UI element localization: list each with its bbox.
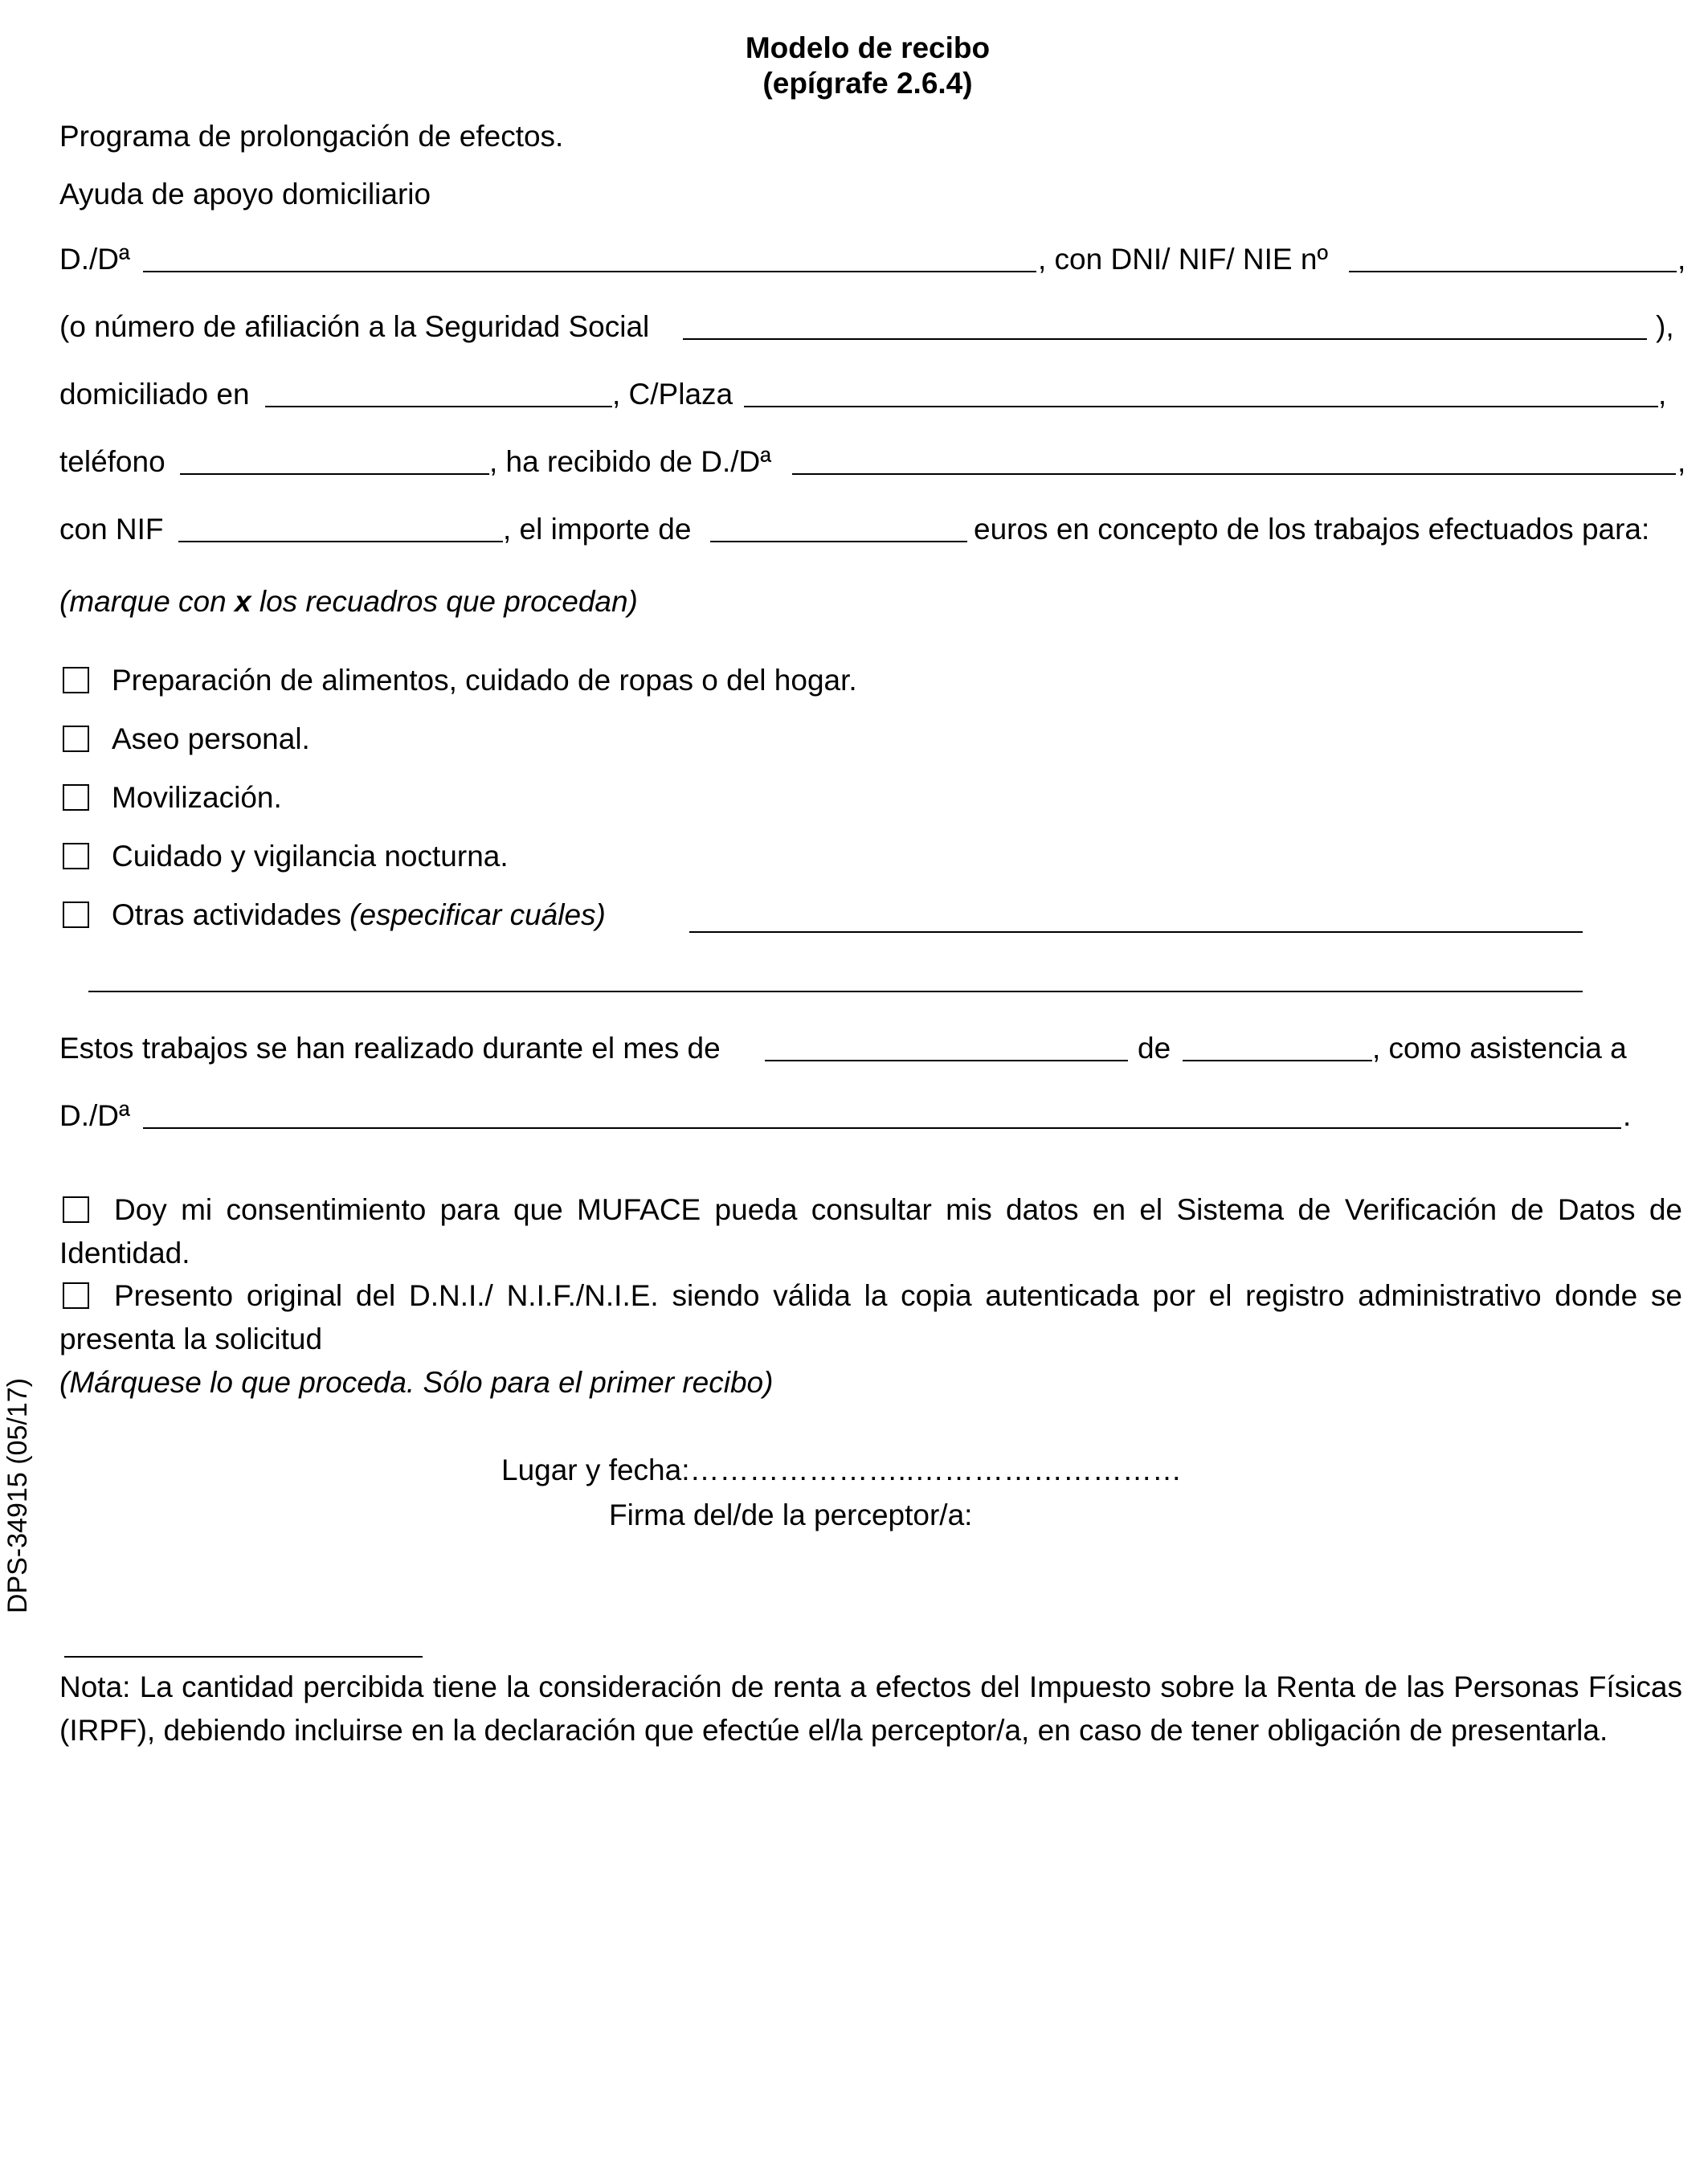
domicile-field[interactable] <box>265 406 612 407</box>
document-title: Modelo de recibo <box>745 31 991 64</box>
consent-text: Doy mi consentimiento para que MUFACE pueda consultar mis datos en el Sistema de Verificación de Datos de Identidad. <box>59 1193 1682 1269</box>
assistance-label: , como asistencia a <box>1372 1032 1627 1065</box>
other-activities-field-continued[interactable] <box>88 991 1583 992</box>
footnote-text: Nota: La cantidad percibida tiene la consideración de renta a efectos del Impuesto sobre la Renta de las Personas Físicas (IRPF), debiendo incluirse en la declaración que efectúe el/la perceptor/a, en caso de tener obligación de presentarla. <box>59 1670 1682 1747</box>
field-row-address <box>59 377 1690 412</box>
assisted-person-field[interactable] <box>143 1127 1621 1129</box>
checkbox-label-food-prep: Preparación de alimentos, cuidado de ropas o del hogar. <box>112 664 857 697</box>
footnote-separator <box>64 1656 423 1658</box>
dni-label: , con DNI/ NIF/ NIE nº <box>1038 243 1328 276</box>
street-label: , C/Plaza <box>612 378 733 411</box>
assisted-person-row <box>59 1098 1690 1134</box>
name-label: D./Dª <box>59 243 130 276</box>
field-row-amount <box>59 512 1690 547</box>
row2-close: ), <box>1656 310 1674 343</box>
year-field[interactable] <box>1183 1060 1372 1061</box>
first-receipt-note: (Márquese lo que proceda. Sólo para el primer recibo) <box>59 1366 774 1399</box>
aid-text: Ayuda de apoyo domiciliario <box>59 178 431 211</box>
checkbox-food-prep[interactable] <box>63 667 89 693</box>
amount-label: , el importe de <box>503 513 692 546</box>
row1-comma: , <box>1677 243 1686 276</box>
checkbox-label-other-activities: Otras actividades (especificar cuáles) <box>112 898 606 931</box>
checkbox-label-mobilization: Movilización. <box>112 781 282 814</box>
amount-field[interactable] <box>710 541 967 542</box>
payer-name-field[interactable] <box>792 473 1676 475</box>
assisted-person-period: . <box>1623 1099 1632 1132</box>
phone-label: teléfono <box>59 445 165 478</box>
checkbox-night-care[interactable] <box>63 843 89 869</box>
concept-label: euros en concepto de los trabajos efectuados para: <box>974 513 1650 546</box>
row3-comma: , <box>1658 378 1667 411</box>
checkbox-label-personal-hygiene: Aseo personal. <box>112 722 310 755</box>
received-from-label: , ha recibido de D./Dª <box>489 445 771 478</box>
row4-comma: , <box>1677 445 1686 478</box>
period-de-label: de <box>1138 1032 1171 1065</box>
form-code: DPS-34915 (05/17) <box>2 1378 33 1613</box>
checkbox-label-night-care: Cuidado y vigilancia nocturna. <box>112 840 509 873</box>
field-row-phone <box>59 444 1690 480</box>
dni-field[interactable] <box>1349 271 1677 272</box>
period-row <box>59 1031 1690 1066</box>
social-security-label: (o número de afiliación a la Seguridad Social <box>59 310 650 343</box>
checkbox-other-activities[interactable] <box>63 902 89 928</box>
other-activities-field[interactable] <box>689 931 1583 933</box>
place-date-label: Lugar y fecha:…………………..……………………… <box>501 1453 1183 1486</box>
domicile-label: domiciliado en <box>59 378 250 411</box>
field-row-name <box>59 242 1690 277</box>
social-security-field[interactable] <box>683 338 1647 340</box>
checkbox-personal-hygiene[interactable] <box>63 726 89 752</box>
name-field[interactable] <box>143 271 1036 272</box>
checkbox-mobilization[interactable] <box>63 784 89 811</box>
original-id-text: Presento original del D.N.I./ N.I.F./N.I.E. siendo válida la copia autenticada por el registro administrativo donde se presenta la solicitud <box>59 1279 1682 1355</box>
signature-label: Firma del/de la perceptor/a: <box>609 1498 973 1531</box>
month-field[interactable] <box>765 1060 1128 1061</box>
assisted-person-label: D./Dª <box>59 1099 130 1132</box>
period-label: Estos trabajos se han realizado durante el mes de <box>59 1032 721 1065</box>
program-text: Programa de prolongación de efectos. <box>59 120 564 153</box>
check-instruction: (marque con x los recuadros que procedan) <box>59 585 638 618</box>
nif-label: con NIF <box>59 513 164 546</box>
x-mark: x <box>235 585 251 618</box>
field-row-social-security <box>59 309 1690 345</box>
other-activities-hint: (especificar cuáles) <box>349 898 606 931</box>
document-subtitle: (epígrafe 2.6.4) <box>762 67 973 100</box>
street-field[interactable] <box>744 406 1658 407</box>
nif-field[interactable] <box>178 541 503 542</box>
phone-field[interactable] <box>180 473 489 475</box>
